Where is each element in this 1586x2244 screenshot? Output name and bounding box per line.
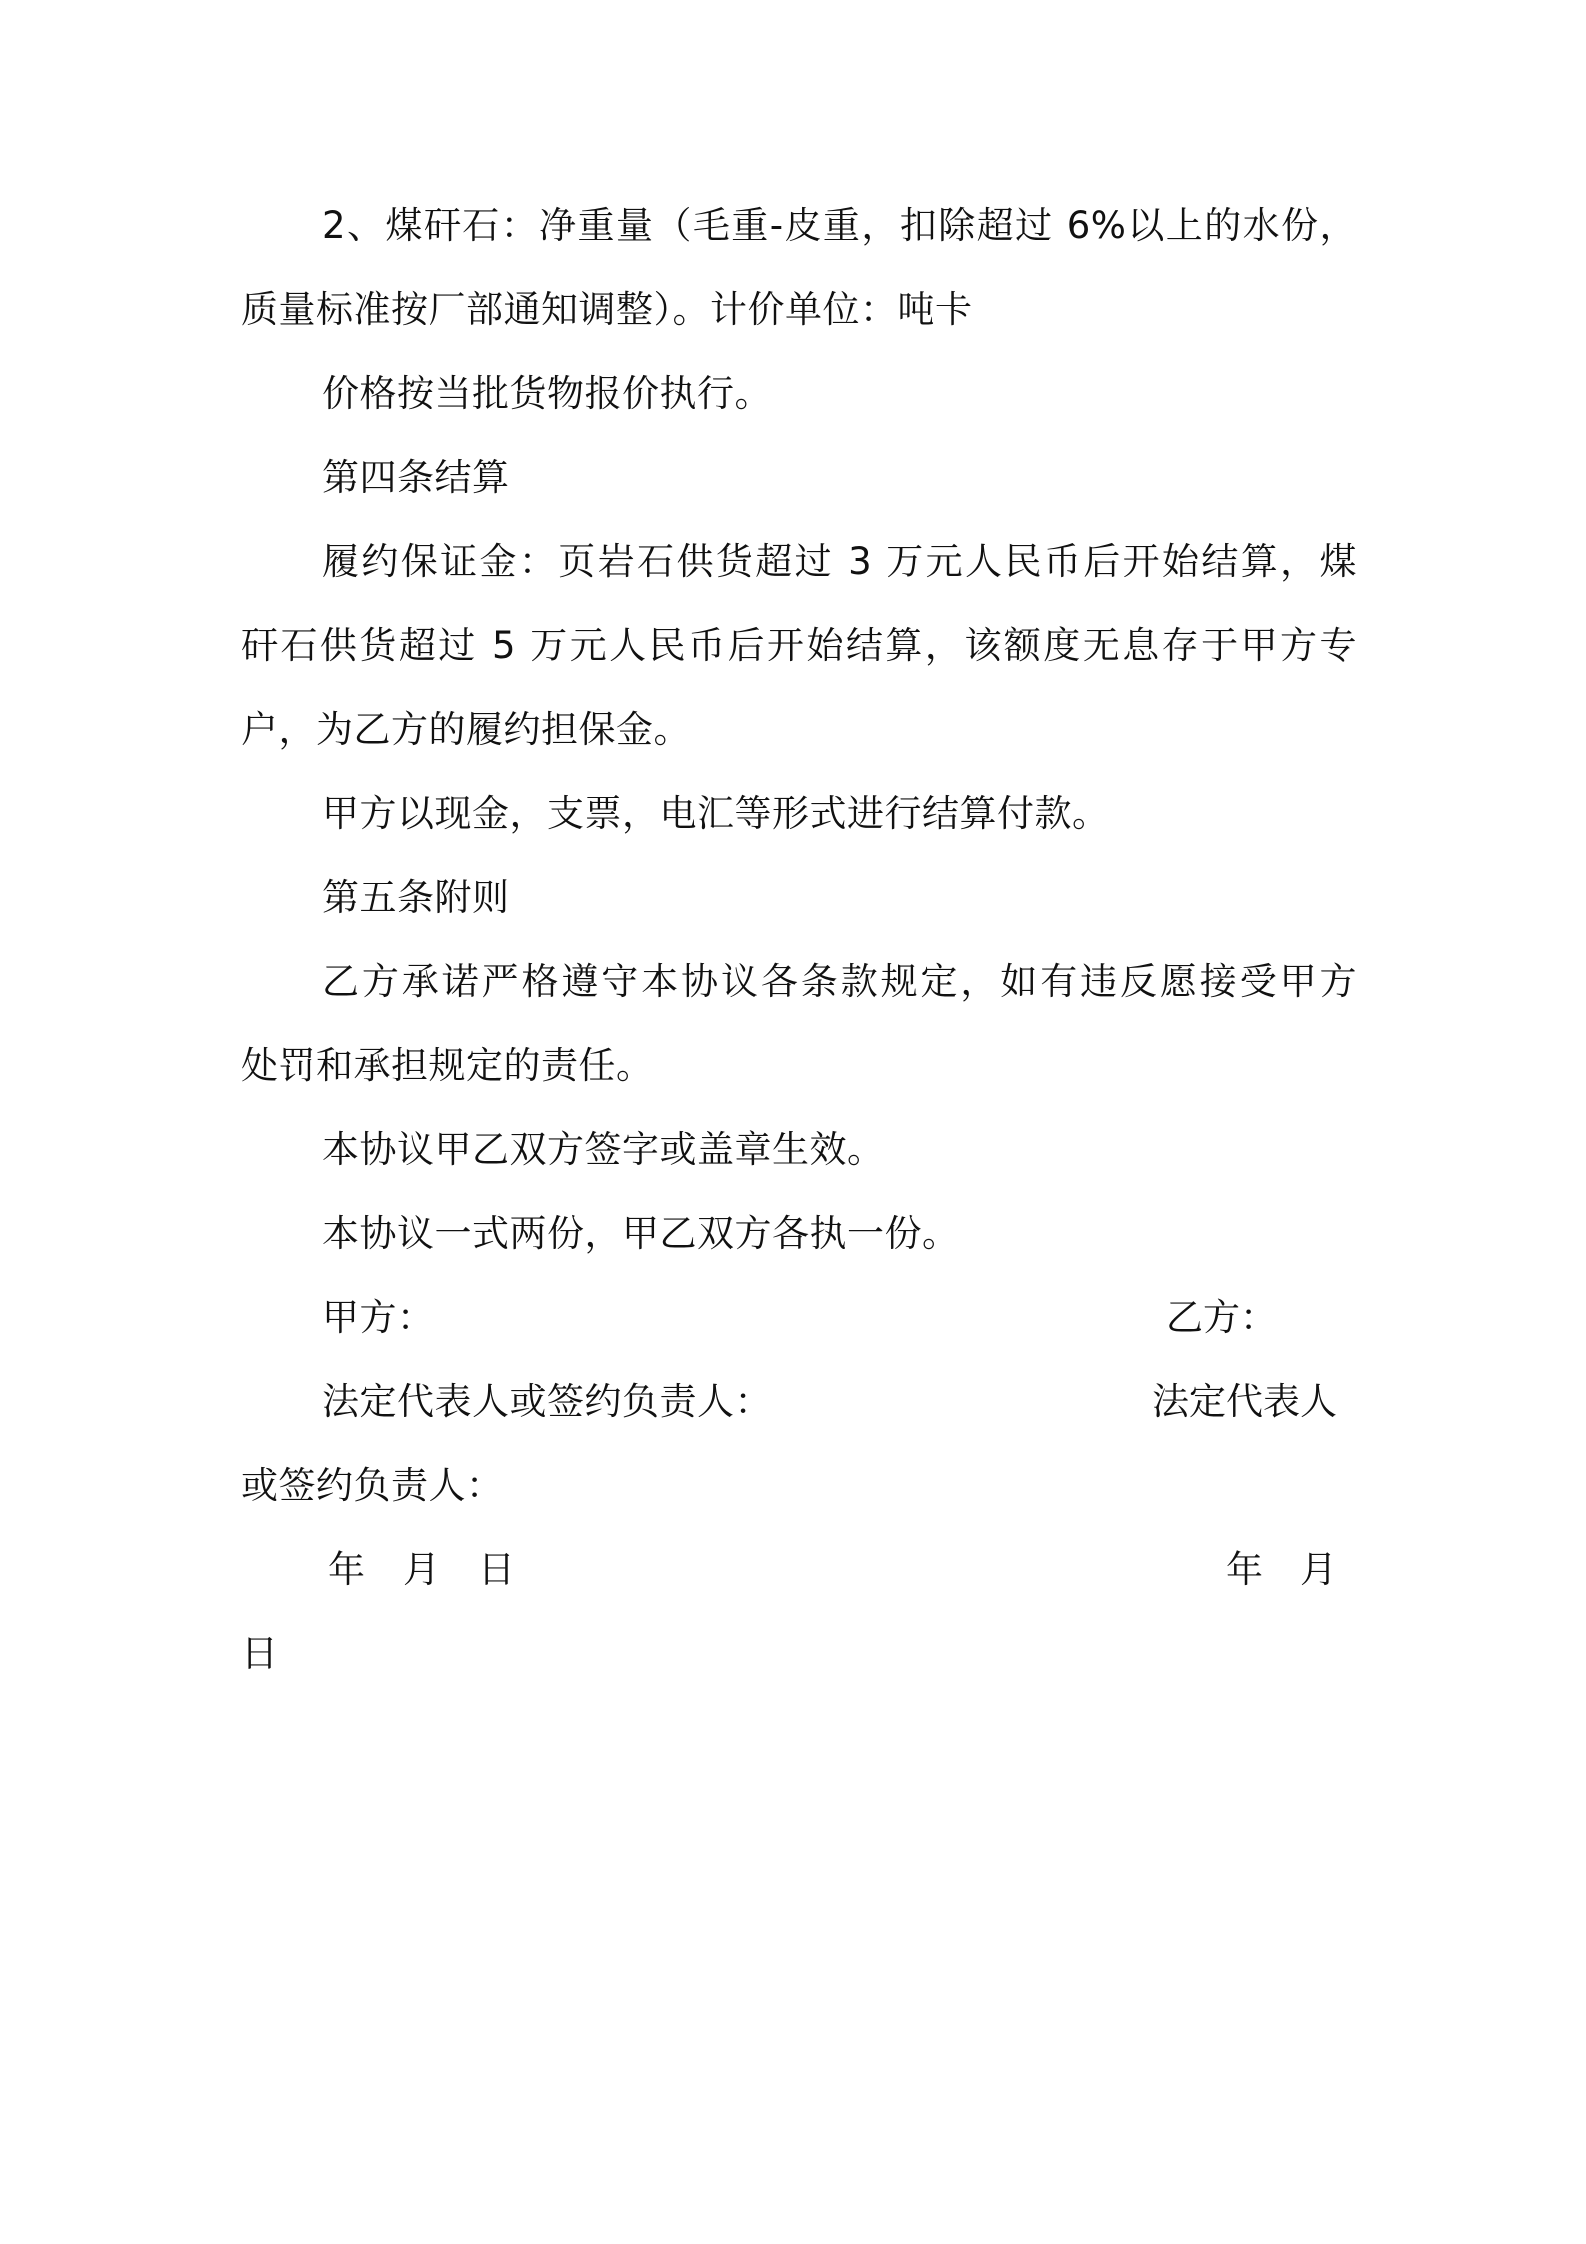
party-a-label: 甲方： — [322, 1296, 435, 1339]
paragraph-line: 甲方以现金，支票，电汇等形式进行结算付款。 — [322, 792, 1110, 835]
rep-b-label-continued: 或签约负责人： — [241, 1464, 504, 1507]
paragraph-line: 户，为乙方的履约担保金。 — [241, 708, 691, 751]
paragraph-line: 矸石供货超过 5 万元人民币后开始结算，该额度无息存于甲方专 — [241, 624, 1357, 667]
paragraph-line: 乙方承诺严格遵守本协议各条款规定，如有违反愿接受甲方 — [322, 960, 1357, 1003]
paragraph-line: 2、煤矸石：净重量（毛重-皮重，扣除超过 6%以上的水份， — [322, 204, 1357, 247]
paragraph-line: 本协议一式两份，甲乙双方各执一份。 — [322, 1212, 960, 1255]
rep-a-label: 法定代表人或签约负责人： — [322, 1380, 772, 1423]
paragraph-line: 本协议甲乙双方签字或盖章生效。 — [322, 1128, 885, 1171]
date-b-continued: 日 — [241, 1632, 279, 1675]
paragraph-line: 处罚和承担规定的责任。 — [241, 1044, 654, 1087]
section-heading: 第五条附则 — [322, 876, 510, 919]
paragraph-line: 履约保证金：页岩石供货超过 3 万元人民币后开始结算，煤 — [322, 540, 1357, 583]
section-heading: 第四条结算 — [322, 456, 510, 499]
rep-b-label: 法定代表人 — [1152, 1380, 1337, 1423]
date-a: 年 月 日 — [328, 1548, 516, 1591]
paragraph-line: 质量标准按厂部通知调整）。计价单位：吨卡 — [241, 288, 973, 331]
paragraph-line: 价格按当批货物报价执行。 — [322, 372, 772, 415]
party-b-label: 乙方： — [1166, 1296, 1277, 1339]
date-b: 年 月 — [1226, 1548, 1337, 1591]
